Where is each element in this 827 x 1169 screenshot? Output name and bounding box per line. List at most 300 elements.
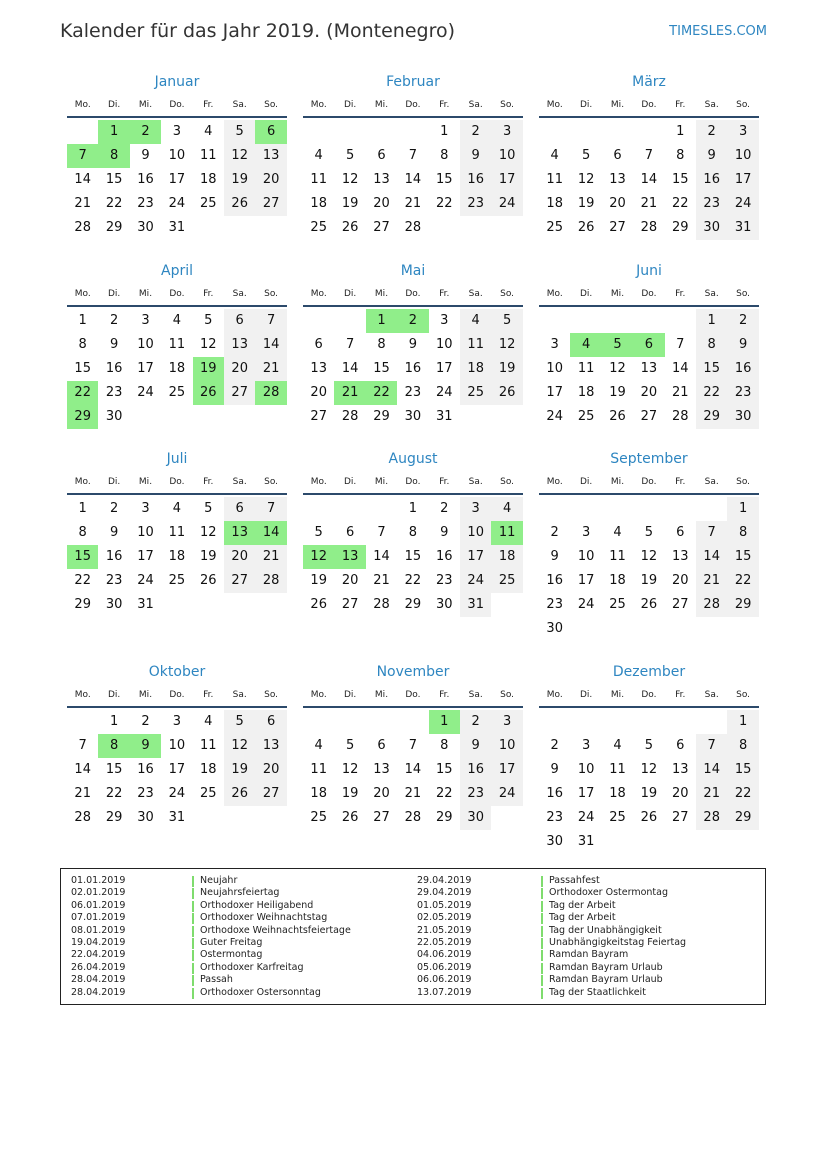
day-cell: 4 bbox=[613, 738, 622, 753]
day-cell: 9 bbox=[550, 549, 559, 564]
day-cell: 11 bbox=[460, 333, 491, 357]
weekday-label: Mo. bbox=[74, 289, 91, 299]
weekday-label: Fr. bbox=[439, 100, 450, 110]
brand-link[interactable]: TIMESLES.COM bbox=[669, 24, 767, 39]
day-cell: 15 bbox=[436, 172, 453, 187]
day-cell: 7 bbox=[345, 337, 355, 352]
holiday-day-cell: 28 bbox=[255, 381, 286, 405]
day-cell: 17 bbox=[460, 545, 491, 569]
day-cell: 24 bbox=[727, 192, 758, 216]
day-cell: 17 bbox=[168, 762, 186, 777]
holiday-day-cell: 2 bbox=[130, 120, 161, 144]
holiday-day-cell: 13 bbox=[224, 521, 255, 545]
day-cell: 23 bbox=[460, 782, 491, 806]
day-cell: 13 bbox=[373, 172, 390, 187]
day-cell: 19 bbox=[200, 549, 217, 564]
holiday-day-cell: 6 bbox=[255, 120, 286, 144]
weekday-label: So. bbox=[264, 289, 279, 299]
day-cell: 27 bbox=[640, 409, 658, 424]
weekday-label: Mo. bbox=[310, 690, 327, 700]
weekday-label: Do. bbox=[405, 690, 421, 700]
weekday-header bbox=[539, 477, 759, 495]
day-cell: 14 bbox=[696, 545, 727, 569]
day-cell: 29 bbox=[105, 810, 123, 825]
weekday-label: Do. bbox=[405, 289, 421, 299]
month-name: Januar bbox=[154, 74, 200, 90]
day-cell: 30 bbox=[105, 409, 123, 424]
day-cell: 30 bbox=[727, 405, 758, 429]
legend-marker bbox=[192, 950, 194, 961]
day-cell: 1 bbox=[727, 497, 758, 521]
day-cell: 16 bbox=[137, 172, 154, 187]
weekday-label: Mi. bbox=[374, 477, 389, 487]
day-cell: 26 bbox=[577, 220, 595, 235]
day-cell: 8 bbox=[696, 333, 727, 357]
weekday-label: Sa. bbox=[232, 477, 247, 487]
weekday-label: Di. bbox=[579, 289, 593, 299]
day-cell: 18 bbox=[168, 361, 186, 376]
legend-marker bbox=[192, 913, 194, 924]
month-name: November bbox=[376, 664, 450, 680]
day-cell: 22 bbox=[404, 573, 422, 588]
day-cell: 22 bbox=[105, 786, 123, 801]
legend-holiday-name: Guter Freitag bbox=[200, 937, 263, 948]
weekday-label: Fr. bbox=[675, 690, 686, 700]
day-cell: 2 bbox=[141, 714, 150, 729]
legend-marker bbox=[541, 938, 543, 949]
holiday-legend bbox=[60, 868, 766, 1005]
day-cell: 20 bbox=[224, 357, 255, 381]
holiday-day-cell: 1 bbox=[98, 120, 129, 144]
day-cell: 21 bbox=[404, 786, 422, 801]
legend-marker bbox=[541, 901, 543, 912]
day-cell: 26 bbox=[609, 409, 626, 424]
day-cell: 4 bbox=[613, 525, 622, 540]
day-cell: 22 bbox=[727, 569, 758, 593]
day-cell: 27 bbox=[672, 810, 689, 825]
day-cell: 16 bbox=[105, 361, 123, 376]
legend-holiday-name: Ramdan Bayram bbox=[549, 949, 629, 961]
legend-marker bbox=[192, 963, 194, 974]
page-title: Kalender für das Jahr 2019. (Montenegro) bbox=[60, 20, 456, 42]
weekday-label: Mo. bbox=[74, 477, 91, 487]
day-cell: 20 bbox=[255, 168, 286, 192]
day-cell: 27 bbox=[310, 409, 327, 424]
day-cell: 12 bbox=[491, 333, 522, 357]
weekday-label: Mo. bbox=[74, 690, 91, 700]
day-cell: 28 bbox=[640, 220, 658, 235]
legend-marker bbox=[541, 876, 543, 887]
day-cell: 7 bbox=[644, 148, 654, 163]
day-cell: 13 bbox=[224, 333, 255, 357]
weekday-label: Do. bbox=[405, 477, 421, 487]
day-cell: 6 bbox=[255, 710, 286, 734]
weekday-label: Di. bbox=[579, 100, 593, 110]
day-cell: 22 bbox=[436, 786, 453, 801]
day-cell: 20 bbox=[640, 385, 658, 400]
day-cell: 1 bbox=[727, 710, 758, 734]
weekday-label: Sa. bbox=[232, 690, 247, 700]
day-cell: 25 bbox=[310, 220, 327, 235]
legend-marker bbox=[192, 901, 194, 912]
day-cell: 27 bbox=[224, 569, 255, 593]
day-cell: 16 bbox=[460, 168, 491, 192]
day-cell: 29 bbox=[74, 597, 91, 612]
day-cell: 27 bbox=[672, 597, 689, 612]
weekday-header bbox=[303, 690, 523, 708]
weekday-label: Di. bbox=[343, 100, 357, 110]
day-cell: 5 bbox=[644, 738, 654, 753]
day-cell: 7 bbox=[696, 521, 727, 545]
weekday-label: Mo. bbox=[546, 100, 563, 110]
legend-marker bbox=[541, 926, 543, 937]
holiday-day-cell: 15 bbox=[67, 545, 98, 569]
weekday-header bbox=[539, 100, 759, 118]
weekday-label: Fr. bbox=[675, 477, 686, 487]
legend-date: 29.04.2019 bbox=[417, 875, 472, 886]
day-cell: 12 bbox=[640, 762, 658, 777]
day-cell: 24 bbox=[460, 569, 491, 593]
day-cell: 3 bbox=[491, 710, 522, 734]
day-cell: 19 bbox=[640, 573, 658, 588]
legend-date: 07.01.2019 bbox=[71, 912, 126, 924]
day-cell: 30 bbox=[137, 220, 154, 235]
day-cell: 11 bbox=[609, 762, 626, 777]
legend-holiday-name: Tag der Arbeit bbox=[549, 899, 616, 911]
day-cell: 13 bbox=[672, 549, 689, 564]
weekday-label: Di. bbox=[343, 477, 357, 487]
day-cell: 29 bbox=[672, 220, 689, 235]
day-cell: 23 bbox=[404, 385, 422, 400]
holiday-day-cell: 19 bbox=[193, 357, 224, 381]
weekday-label: Mi. bbox=[610, 690, 625, 700]
day-cell: 7 bbox=[255, 309, 286, 333]
day-cell: 29 bbox=[404, 597, 422, 612]
holiday-day-cell: 29 bbox=[67, 405, 98, 429]
day-cell: 5 bbox=[491, 309, 522, 333]
legend-date: 04.06.2019 bbox=[417, 949, 472, 961]
day-cell: 19 bbox=[341, 196, 359, 211]
day-cell: 30 bbox=[404, 409, 422, 424]
day-cell: 9 bbox=[727, 333, 758, 357]
day-cell: 1 bbox=[676, 124, 685, 139]
weekday-header bbox=[303, 477, 523, 495]
weekday-label: So. bbox=[264, 100, 279, 110]
day-cell: 11 bbox=[168, 337, 186, 352]
day-cell: 18 bbox=[577, 385, 595, 400]
day-cell: 31 bbox=[436, 409, 453, 424]
legend-holiday-name: Neujahrsfeiertag bbox=[200, 887, 280, 899]
day-cell: 21 bbox=[672, 385, 689, 400]
legend-holiday-name: Orthodoxer Ostersonntag bbox=[200, 986, 321, 998]
day-cell: 24 bbox=[137, 573, 154, 588]
weekday-label: Sa. bbox=[704, 477, 719, 487]
day-cell: 9 bbox=[460, 144, 491, 168]
day-cell: 16 bbox=[404, 361, 422, 376]
day-cell: 29 bbox=[727, 806, 758, 830]
weekday-label: Mi. bbox=[138, 289, 153, 299]
day-cell: 10 bbox=[491, 144, 522, 168]
day-cell: 23 bbox=[105, 385, 123, 400]
day-cell: 10 bbox=[137, 525, 154, 540]
weekday-header bbox=[67, 289, 287, 307]
day-cell: 26 bbox=[640, 597, 658, 612]
legend-date: 22.05.2019 bbox=[417, 937, 472, 948]
day-cell: 4 bbox=[172, 501, 182, 516]
day-cell: 21 bbox=[74, 196, 91, 211]
weekday-label: Do. bbox=[169, 477, 185, 487]
day-cell: 9 bbox=[460, 734, 491, 758]
weekday-label: Do. bbox=[405, 100, 421, 110]
day-cell: 3 bbox=[172, 124, 182, 139]
day-cell: 23 bbox=[105, 573, 123, 588]
day-cell: 8 bbox=[440, 738, 449, 753]
day-cell: 30 bbox=[460, 806, 491, 830]
day-cell: 26 bbox=[341, 220, 359, 235]
day-cell: 10 bbox=[577, 549, 595, 564]
day-cell: 5 bbox=[204, 501, 213, 516]
day-cell: 29 bbox=[373, 409, 390, 424]
legend-holiday-name: Orthodoxer Heiligabend bbox=[200, 899, 314, 911]
legend-date: 29.04.2019 bbox=[417, 887, 472, 899]
day-cell: 14 bbox=[255, 333, 286, 357]
day-cell: 24 bbox=[436, 385, 453, 400]
day-cell: 14 bbox=[404, 172, 422, 187]
day-cell: 25 bbox=[609, 597, 626, 612]
day-cell: 1 bbox=[440, 124, 449, 139]
day-cell: 11 bbox=[577, 361, 595, 376]
day-cell: 19 bbox=[577, 196, 595, 211]
day-cell: 3 bbox=[491, 120, 522, 144]
month-name: Mai bbox=[400, 263, 426, 279]
day-cell: 25 bbox=[200, 196, 217, 211]
day-cell: 23 bbox=[727, 381, 758, 405]
month-name: Juli bbox=[166, 451, 188, 467]
weekday-label: Fr. bbox=[675, 100, 686, 110]
month-name: Dezember bbox=[612, 664, 686, 680]
holiday-day-cell: 7 bbox=[67, 144, 98, 168]
weekday-label: Mi. bbox=[610, 289, 625, 299]
legend-date: 01.05.2019 bbox=[417, 899, 472, 911]
day-cell: 10 bbox=[491, 734, 522, 758]
day-cell: 8 bbox=[440, 148, 449, 163]
day-cell: 12 bbox=[609, 361, 626, 376]
weekday-label: Mo. bbox=[546, 477, 563, 487]
day-cell: 28 bbox=[74, 220, 91, 235]
legend-marker bbox=[541, 950, 543, 961]
day-cell: 17 bbox=[577, 573, 595, 588]
month-name: September bbox=[610, 451, 688, 467]
weekday-label: Do. bbox=[641, 477, 657, 487]
day-cell: 22 bbox=[727, 782, 758, 806]
day-cell: 30 bbox=[137, 810, 154, 825]
day-cell: 23 bbox=[436, 573, 453, 588]
legend-date: 21.05.2019 bbox=[417, 924, 472, 936]
holiday-day-cell: 5 bbox=[602, 333, 633, 357]
day-cell: 17 bbox=[727, 168, 758, 192]
day-cell: 27 bbox=[255, 192, 286, 216]
weekday-label: Mo. bbox=[310, 100, 327, 110]
day-cell: 16 bbox=[546, 573, 563, 588]
weekday-label: Do. bbox=[169, 100, 185, 110]
weekday-label: Sa. bbox=[704, 289, 719, 299]
legend-marker bbox=[541, 988, 543, 999]
day-cell: 17 bbox=[436, 361, 453, 376]
day-cell: 20 bbox=[373, 196, 390, 211]
weekday-label: Sa. bbox=[232, 289, 247, 299]
day-cell: 3 bbox=[460, 497, 491, 521]
day-cell: 31 bbox=[727, 216, 758, 240]
legend-holiday-name: Neujahr bbox=[200, 875, 238, 886]
weekday-label: Di. bbox=[107, 477, 121, 487]
weekday-label: Do. bbox=[169, 690, 185, 700]
day-cell: 4 bbox=[204, 124, 213, 139]
day-cell: 20 bbox=[341, 573, 359, 588]
holiday-day-cell: 1 bbox=[429, 710, 460, 734]
day-cell: 7 bbox=[408, 148, 418, 163]
day-cell: 5 bbox=[314, 525, 323, 540]
weekday-label: Mi. bbox=[374, 289, 389, 299]
day-cell: 19 bbox=[224, 758, 255, 782]
weekday-label: Fr. bbox=[203, 690, 214, 700]
weekday-label: So. bbox=[500, 477, 515, 487]
weekday-label: Di. bbox=[107, 100, 121, 110]
day-cell: 3 bbox=[727, 120, 758, 144]
day-cell: 11 bbox=[546, 172, 563, 187]
day-cell: 14 bbox=[74, 172, 91, 187]
day-cell: 25 bbox=[460, 381, 491, 405]
day-cell: 9 bbox=[408, 337, 418, 352]
legend-holiday-name: Tag der Staatlichkeit bbox=[549, 986, 646, 998]
day-cell: 17 bbox=[137, 549, 154, 564]
weekday-label: Di. bbox=[579, 690, 593, 700]
day-cell: 11 bbox=[168, 525, 186, 540]
day-cell: 16 bbox=[137, 762, 154, 777]
legend-date: 05.06.2019 bbox=[417, 961, 472, 973]
day-cell: 26 bbox=[341, 810, 359, 825]
weekday-label: Sa. bbox=[468, 477, 483, 487]
legend-holiday-name: Orthodoxer Ostermontag bbox=[549, 887, 668, 899]
day-cell: 16 bbox=[696, 168, 727, 192]
day-cell: 21 bbox=[696, 569, 727, 593]
weekday-label: So. bbox=[736, 100, 751, 110]
day-cell: 15 bbox=[727, 758, 758, 782]
day-cell: 7 bbox=[255, 497, 286, 521]
day-cell: 2 bbox=[550, 738, 559, 753]
legend-date: 01.01.2019 bbox=[71, 875, 126, 886]
day-cell: 25 bbox=[491, 569, 522, 593]
holiday-day-cell: 6 bbox=[633, 333, 664, 357]
day-cell: 26 bbox=[224, 782, 255, 806]
day-cell: 5 bbox=[204, 313, 213, 328]
day-cell: 27 bbox=[224, 381, 255, 405]
day-cell: 20 bbox=[672, 786, 689, 801]
legend-date: 06.01.2019 bbox=[71, 899, 126, 911]
weekday-header bbox=[539, 289, 759, 307]
legend-marker bbox=[541, 888, 543, 899]
legend-marker bbox=[192, 975, 194, 986]
day-cell: 28 bbox=[373, 597, 390, 612]
day-cell: 6 bbox=[676, 525, 685, 540]
month-name: Februar bbox=[386, 74, 440, 90]
day-cell: 30 bbox=[546, 621, 563, 636]
legend-holiday-name: Tag der Arbeit bbox=[549, 912, 616, 924]
month-name: Oktober bbox=[148, 664, 206, 680]
day-cell: 21 bbox=[255, 357, 286, 381]
day-cell: 19 bbox=[310, 573, 327, 588]
weekday-label: So. bbox=[500, 690, 515, 700]
day-cell: 8 bbox=[78, 337, 87, 352]
weekday-label: So. bbox=[264, 690, 279, 700]
day-cell: 14 bbox=[341, 361, 359, 376]
day-cell: 11 bbox=[609, 549, 626, 564]
legend-holiday-name: Orthodoxe Weihnachtsfeiertage bbox=[200, 924, 351, 936]
day-cell: 6 bbox=[224, 497, 255, 521]
legend-date: 02.05.2019 bbox=[417, 912, 472, 924]
day-cell: 25 bbox=[609, 810, 626, 825]
day-cell: 28 bbox=[255, 569, 286, 593]
day-cell: 24 bbox=[577, 597, 595, 612]
weekday-label: Fr. bbox=[203, 477, 214, 487]
weekday-label: Mi. bbox=[138, 690, 153, 700]
weekday-label: Do. bbox=[641, 100, 657, 110]
day-cell: 19 bbox=[224, 168, 255, 192]
day-cell: 4 bbox=[460, 309, 491, 333]
day-cell: 16 bbox=[436, 549, 453, 564]
day-cell: 7 bbox=[78, 738, 87, 753]
day-cell: 1 bbox=[78, 313, 87, 328]
weekday-label: Mi. bbox=[610, 100, 625, 110]
day-cell: 22 bbox=[74, 573, 91, 588]
day-cell: 10 bbox=[168, 148, 186, 163]
day-cell: 15 bbox=[373, 361, 390, 376]
day-cell: 3 bbox=[141, 501, 150, 516]
legend-date: 08.01.2019 bbox=[71, 924, 126, 936]
holiday-day-cell: 22 bbox=[366, 381, 397, 405]
weekday-label: Mo. bbox=[74, 100, 91, 110]
day-cell: 1 bbox=[78, 501, 87, 516]
day-cell: 6 bbox=[377, 148, 386, 163]
day-cell: 29 bbox=[696, 405, 727, 429]
day-cell: 28 bbox=[696, 806, 727, 830]
weekday-label: Sa. bbox=[704, 100, 719, 110]
day-cell: 25 bbox=[310, 810, 327, 825]
legend-holiday-name: Unabhängigkeitstag Feiertag bbox=[549, 937, 687, 948]
day-cell: 13 bbox=[373, 762, 390, 777]
day-cell: 25 bbox=[168, 385, 186, 400]
day-cell: 15 bbox=[727, 545, 758, 569]
day-cell: 2 bbox=[109, 501, 119, 516]
weekday-header bbox=[67, 477, 287, 495]
holiday-day-cell: 9 bbox=[130, 734, 161, 758]
holiday-day-cell: 21 bbox=[334, 381, 365, 405]
day-cell: 6 bbox=[377, 738, 386, 753]
weekday-label: Di. bbox=[343, 690, 357, 700]
day-cell: 10 bbox=[577, 762, 595, 777]
day-cell: 9 bbox=[109, 525, 119, 540]
day-cell: 17 bbox=[491, 168, 522, 192]
day-cell: 4 bbox=[550, 148, 559, 163]
day-cell: 24 bbox=[491, 192, 522, 216]
weekday-label: Do. bbox=[169, 289, 185, 299]
month-name: Juni bbox=[636, 263, 662, 279]
holiday-day-cell: 22 bbox=[67, 381, 98, 405]
day-cell: 28 bbox=[341, 409, 359, 424]
day-cell: 11 bbox=[200, 148, 217, 163]
weekday-label: Do. bbox=[641, 289, 657, 299]
holiday-day-cell: 1 bbox=[366, 309, 397, 333]
day-cell: 21 bbox=[640, 196, 658, 211]
